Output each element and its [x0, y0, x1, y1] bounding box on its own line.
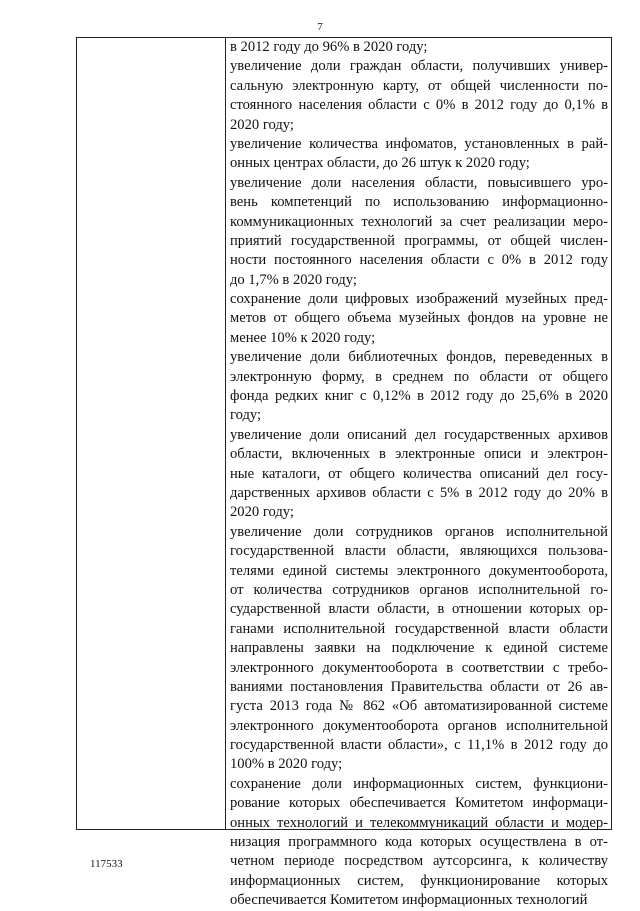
text-line: низация программного кода которых осуществлена в от-: [230, 834, 608, 851]
text-line: телями единой системы электронного документооборота,: [230, 562, 608, 579]
text-line: в 2012 году до 96% в 2020 году;: [230, 39, 428, 55]
text-line: информационных систем, функционирование которых: [230, 872, 608, 889]
column-divider: [225, 38, 226, 829]
text-line: стоянного населения области с 0% в 2012 году до 0,1% в: [230, 97, 608, 114]
text-line: государственной власти области», с 11,1% в 2012 году до: [230, 737, 608, 754]
text-line: метов от общего объема музейных фондов на уровне не: [230, 310, 608, 327]
text-line: 2020 году;: [230, 504, 294, 521]
text-line: сударственной власти области, в отношении которых ор-: [230, 601, 608, 618]
text-line: онных центрах области, до 26 штук к 2020 году;: [230, 155, 530, 172]
indicators-cell: [230, 38, 608, 911]
text-line: государственной власти области, являющихся пользова-: [230, 543, 608, 560]
text-line: увеличение доли описаний дел государственных архивов: [230, 426, 608, 443]
indicator-paragraph: [230, 57, 608, 135]
text-line: увеличение доли граждан области, получивших универ-: [230, 58, 608, 75]
text-line: области, включенных в электронные описи и электрон-: [230, 446, 608, 463]
text-line: обеспечивается Комитетом информационных технологий: [230, 892, 588, 909]
indicator-paragraph: [230, 174, 608, 290]
text-line: ности постоянного населения области с 0% в 2012 году: [230, 252, 608, 269]
indicator-paragraph: [230, 135, 608, 174]
text-line: 2020 году;: [230, 116, 294, 133]
text-line: коммуникационных технологий за счет реализации меро-: [230, 213, 608, 230]
text-line: дарственных архивов области с 5% в 2012 году до 20% в: [230, 484, 608, 501]
page-number: 7: [317, 21, 323, 33]
text-line: вень компетенций по использованию информационно-: [230, 194, 608, 211]
text-line: густа 2013 года № 862 «Об автоматизированной системе: [230, 698, 608, 715]
text-line: электронную форму, в среднем по области от общего: [230, 368, 608, 385]
indicator-paragraph: [230, 290, 608, 348]
text-line: сохранение доли информационных систем, функциони-: [230, 775, 608, 792]
text-line: сальную электронную карту, от общей численности по-: [230, 77, 608, 94]
text-line: рование которых обеспечивается Комитетом информаци-: [230, 795, 608, 812]
text-line: увеличение доли сотрудников органов исполнительной: [230, 523, 608, 540]
document-code: 117533: [90, 858, 123, 870]
indicator-paragraph: [230, 38, 608, 57]
text-line: 100% в 2020 году;: [230, 756, 343, 773]
text-line: увеличение количества инфоматов, установленных в рай-: [230, 135, 608, 152]
text-line: менее 10% к 2020 году;: [230, 329, 376, 346]
text-line: электронного документооборота органов исполнительной: [230, 717, 608, 734]
text-line: направлены заявки на подключение к единой системе: [230, 640, 608, 657]
text-line: ваниями постановления Правительства области от 26 ав-: [230, 678, 608, 695]
text-line: ганами исполнительной государственной власти области: [230, 620, 608, 637]
text-line: четном периоде посредством аутсорсинга, к количеству: [230, 853, 608, 870]
text-line: сохранение доли цифровых изображений музейных пред-: [230, 291, 608, 308]
text-line: увеличение доли населения области, повысившего уро-: [230, 174, 608, 191]
text-line: году;: [230, 407, 262, 424]
text-line: онных технологий и телекоммуникаций области и модер-: [230, 814, 608, 831]
text-line: ные каталоги, от общего количества описаний дел госу-: [230, 465, 608, 482]
text-line: электронного документооборота в соответствии с требо-: [230, 659, 608, 676]
indicator-paragraph: [230, 775, 608, 911]
indicator-paragraph: [230, 348, 608, 426]
text-line: фонда редких книг с 0,12% в 2012 году до 25,6% в 2020: [230, 388, 608, 405]
text-line: от количества сотрудников органов исполнительной го-: [230, 581, 608, 598]
text-line: до 1,7% в 2020 году;: [230, 271, 357, 288]
text-line: приятий государственной программы, от общей числен-: [230, 232, 608, 249]
text-line: увеличение доли библиотечных фондов, переведенных в: [230, 349, 608, 366]
indicator-paragraph: [230, 523, 608, 775]
indicator-paragraph: [230, 426, 608, 523]
